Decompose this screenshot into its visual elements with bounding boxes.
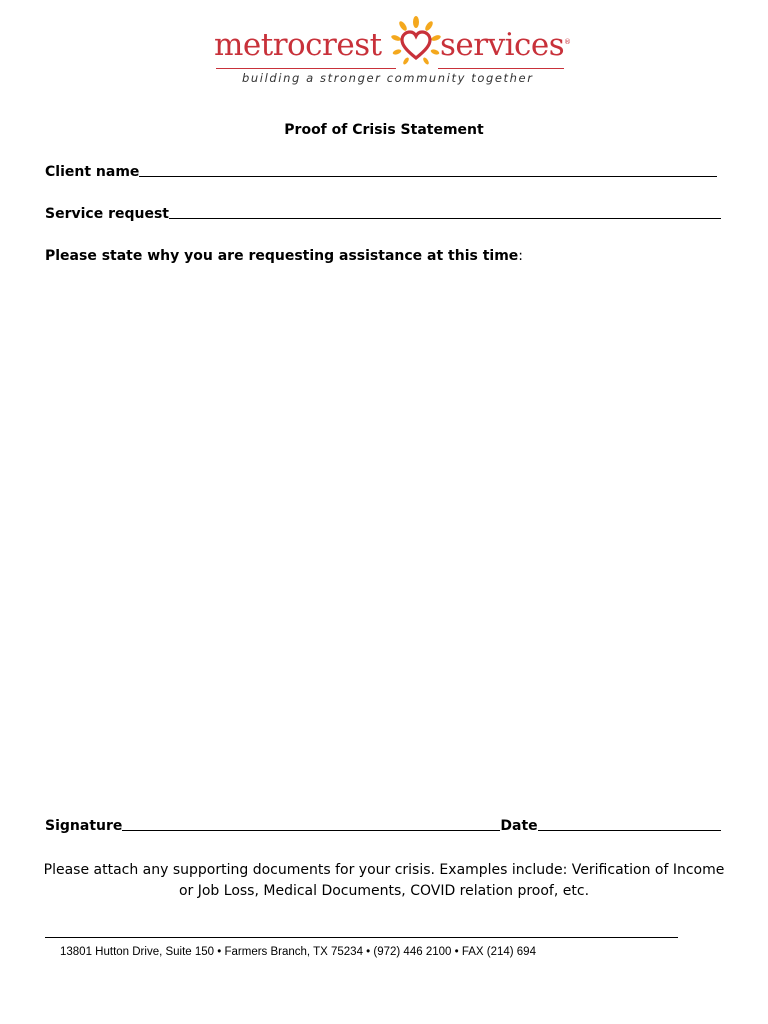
- signature-line[interactable]: [122, 829, 500, 831]
- signature-date-row: [45, 818, 721, 834]
- date-label: Date: [500, 818, 538, 834]
- metrocrest-logo: [212, 16, 572, 86]
- client-name-field[interactable]: [45, 164, 717, 180]
- registered-mark: ®: [564, 38, 571, 46]
- attach-documents-note: Please attach any supporting documents for your crisis. Examples include: Verification of Income or Job Loss, Medical Documents, COVID relation proof, etc.: [43, 862, 725, 899]
- assistance-question-text: Please state why you are requesting assistance at this time: [45, 248, 519, 264]
- date-line[interactable]: [538, 829, 721, 831]
- page-title: Proof of Crisis Statement: [284, 122, 484, 138]
- service-request-line[interactable]: [169, 217, 721, 219]
- logo-word-services: services: [440, 27, 565, 63]
- signature-label: Signature: [45, 818, 123, 834]
- assistance-question: [45, 248, 523, 264]
- logo-divider-left: [216, 68, 396, 69]
- logo-word-metrocrest: metrocrest: [214, 27, 382, 63]
- client-name-label: Client name: [45, 164, 140, 180]
- footer-divider: [45, 937, 678, 938]
- assistance-question-colon: :: [518, 248, 524, 264]
- footer-address: 13801 Hutton Drive, Suite 150 • Farmers Branch, TX 75234 • (972) 446 2100 • FAX (214) 694: [60, 946, 536, 958]
- client-name-line[interactable]: [139, 175, 717, 177]
- service-request-field[interactable]: [45, 206, 721, 222]
- service-request-label: Service request: [45, 206, 169, 222]
- logo-tagline: building a stronger community together: [242, 71, 534, 85]
- sun-heart-icon: [388, 16, 444, 68]
- logo-divider-right: [438, 68, 564, 69]
